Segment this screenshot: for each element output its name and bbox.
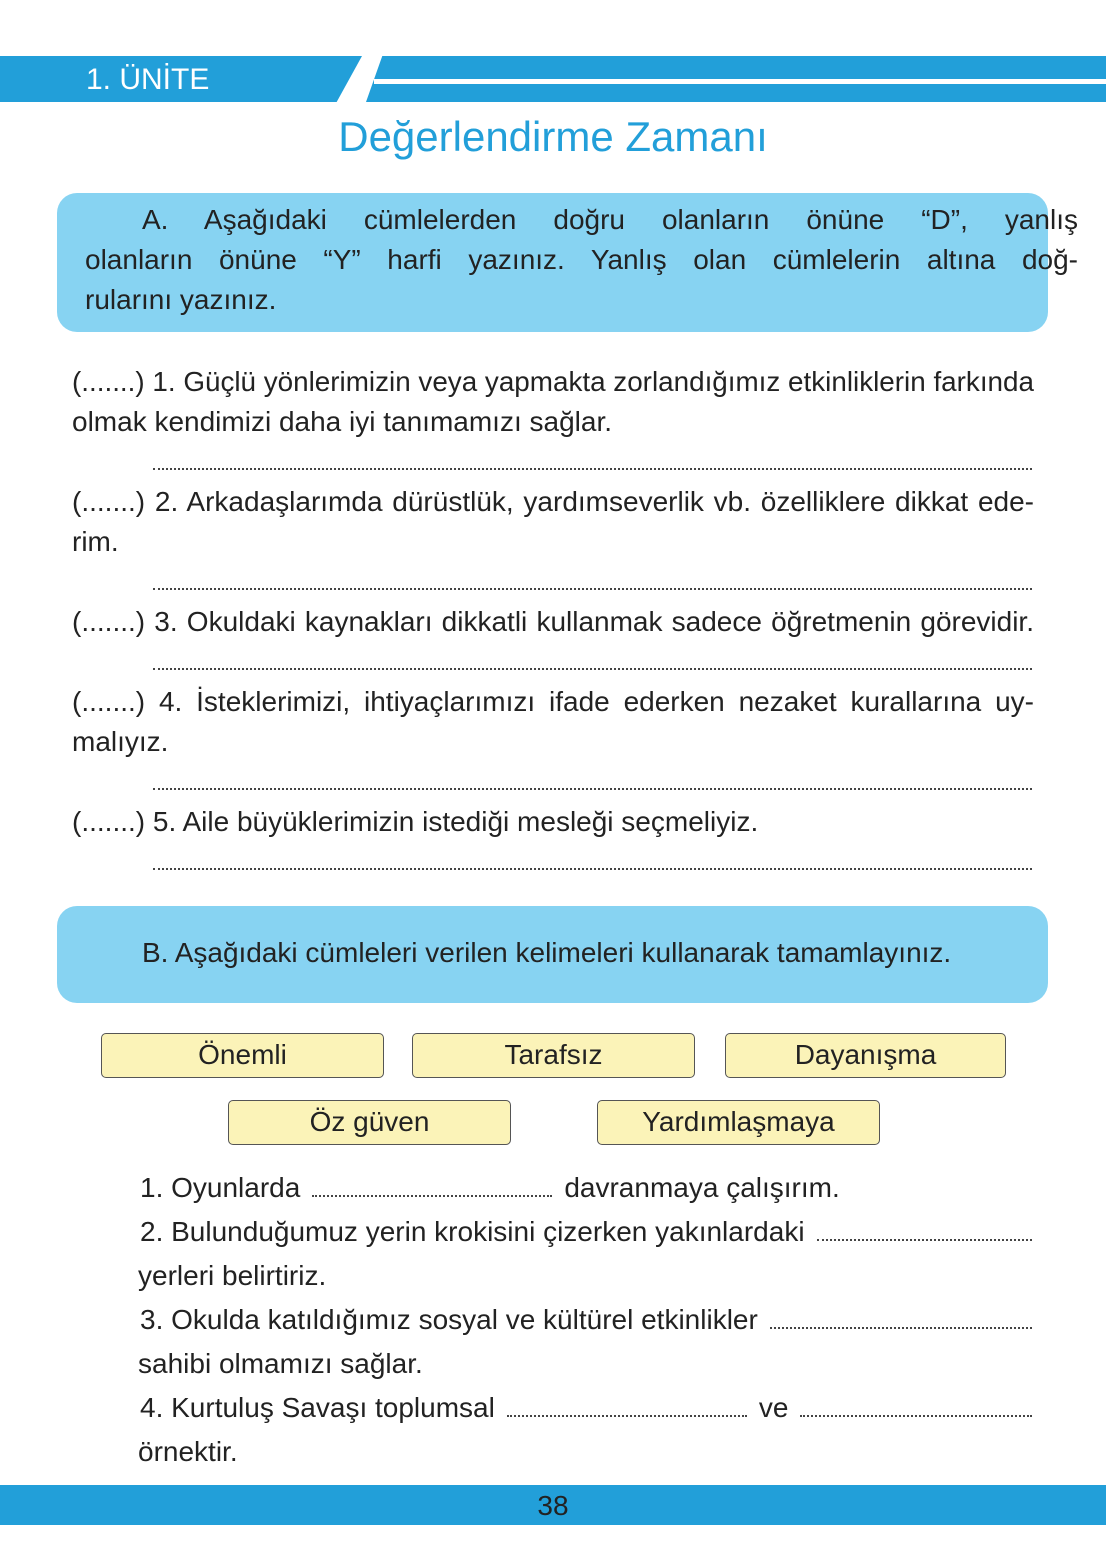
question-1-line-2: olmak kendimizi daha iyi tanımamızı sağlar. — [72, 406, 612, 437]
page-number: 38 — [537, 1490, 569, 1521]
word-card: Öz güven — [228, 1100, 511, 1145]
word-card: Önemli — [101, 1033, 384, 1078]
blank-2[interactable] — [817, 1239, 1032, 1241]
question-2-line-1: (.......) 2. Arkadaşlarımda dürüstlük, yardımseverlik vb. özelliklere dikkat ede- — [72, 486, 1034, 517]
sentence-1-start: 1. Oyunlarda — [140, 1172, 301, 1203]
section-a-instruction-box — [57, 193, 1078, 332]
sentence-1 — [140, 1170, 1032, 1206]
instruction-line: olanların önüne “Y” harfi yazınız. Yanlış olan cümlelerin altına doğ- — [85, 244, 1078, 275]
page-title: Değerlendirme Zamanı — [338, 113, 768, 160]
sentence-4-mid: ve — [758, 1392, 789, 1423]
word-card: Yardımlaşmaya — [597, 1100, 880, 1145]
question-2-line-2: rim. — [72, 526, 119, 557]
blank-1[interactable] — [312, 1195, 552, 1197]
sentence-3 — [140, 1302, 1032, 1338]
section-b-instruction: B. Aşağıdaki cümleleri verilen kelimeleri kullanarak tamamlayınız. — [142, 937, 952, 968]
answer-line-5[interactable] — [153, 868, 1032, 870]
word-card: Tarafsız — [412, 1033, 695, 1078]
header-stripe — [374, 79, 1106, 84]
sentence-2 — [140, 1214, 1032, 1250]
sentence-3-start: 3. Okulda katıldığımız sosyal ve kültürel etkinlikler — [140, 1304, 758, 1335]
blank-4b[interactable] — [800, 1415, 1032, 1417]
sentence-2-start: 2. Bulunduğumuz yerin krokisini çizerken yakınlardaki — [140, 1216, 805, 1247]
footer-bar — [0, 1485, 1106, 1525]
sentence-1-end: davranmaya çalışırım. — [564, 1172, 840, 1203]
answer-line-1[interactable] — [153, 468, 1032, 470]
sentence-2-cont — [138, 1258, 1030, 1294]
blank-3[interactable] — [770, 1327, 1032, 1329]
answer-line-2[interactable] — [153, 588, 1032, 590]
question-1-line-1: (.......) 1. Güçlü yönlerimizin veya yapmakta zorlandığımız etkinliklerin farkında — [72, 366, 1034, 397]
answer-line-4[interactable] — [153, 788, 1032, 790]
instruction-line: rularını yazınız. — [85, 284, 277, 315]
sentence-4 — [140, 1390, 1032, 1426]
sentence-4-start: 4. Kurtuluş Savaşı toplumsal — [140, 1392, 495, 1423]
blank-4a[interactable] — [507, 1415, 747, 1417]
sentence-4-cont — [138, 1434, 1030, 1470]
sentence-3-end: sahibi olmamızı sağlar. — [138, 1348, 423, 1379]
instruction-line: A. Aşağıdaki cümlelerden doğru olanların önüne “D”, yanlış — [142, 204, 1078, 235]
sentence-3-cont — [138, 1346, 1030, 1382]
question-3-line-1: (.......) 3. Okuldaki kaynakları dikkatli kullanmak sadece öğretmenin görevidir. — [72, 606, 1034, 637]
question-5-line-1: (.......) 5. Aile büyüklerimizin istediği mesleği seçmeliyiz. — [72, 806, 759, 837]
answer-line-3[interactable] — [153, 668, 1032, 670]
unit-label: 1. ÜNİTE — [86, 63, 210, 96]
word-card: Dayanışma — [725, 1033, 1006, 1078]
question-4-line-1: (.......) 4. İsteklerimizi, ihtiyaçlarımızı ifade ederken nezaket kurallarına uy- — [72, 686, 1034, 717]
question-4-line-2: malıyız. — [72, 726, 169, 757]
section-b-instruction-box — [57, 906, 1048, 1003]
sentence-2-end: yerleri belirtiriz. — [138, 1260, 327, 1291]
sentence-4-end: örnektir. — [138, 1436, 238, 1467]
